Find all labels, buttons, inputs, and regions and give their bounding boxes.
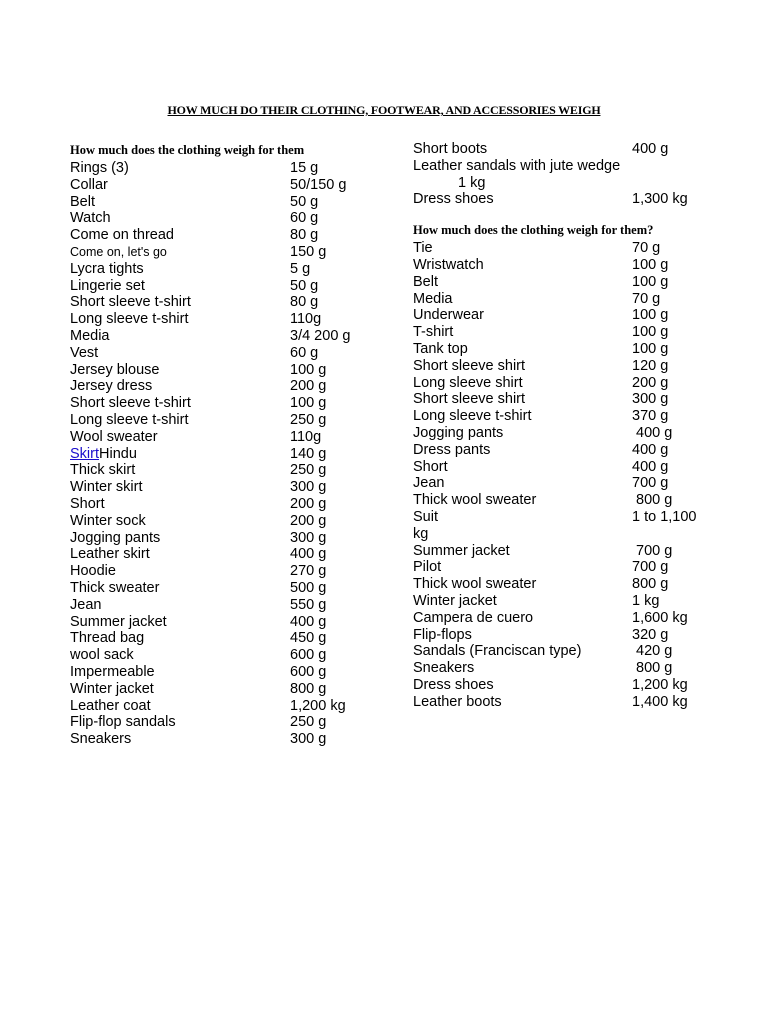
list-item [70,429,370,446]
item-name: Leather coat [70,697,151,714]
item-weight: 200 g [290,512,327,529]
item-name: Short sleeve shirt [413,357,526,374]
item-weight: 80 g [290,294,319,311]
item-weight: 110g [290,311,322,328]
item-weight: 500 g [290,579,327,596]
left-section-heading: How much does the clothing weigh for them [70,143,305,157]
item-weight: 15 g [290,160,319,176]
item-name: Short sleeve t-shirt [70,294,191,311]
item-weight: 250 g [290,714,327,731]
list-item [70,698,370,715]
item-name: Jean [413,475,445,492]
item-name: Impermeable [70,663,155,680]
item-name: 1 kg [458,174,486,191]
item-weight: 100 g [632,256,669,273]
list-item [413,141,733,158]
item-name: Short boots [413,141,488,157]
item-name-rest: Hindu [99,445,137,462]
item-weight: 270 g [290,563,327,580]
item-weight: 1,200 kg [290,697,346,714]
item-name: Jean [70,596,102,613]
item-name: Short sleeve t-shirt [70,395,191,412]
list-item [413,158,733,175]
item-weight: 300 g [290,479,327,496]
list-item [70,731,370,748]
item-name: Short sleeve shirt [413,391,526,408]
list-item [70,210,370,227]
item-name: Thick wool sweater [413,492,537,509]
item-name: Winter skirt [70,479,143,496]
item-name: Vest [70,344,99,361]
item-weight: 1,300 kg [632,191,688,208]
item-name: Long sleeve t-shirt [413,408,532,425]
list-item [413,660,733,677]
item-weight: 800 g [636,492,673,509]
left-column [70,140,370,748]
item-weight: 60 g [290,344,319,361]
list-item [70,362,370,379]
item-name: Jogging pants [70,529,161,546]
item-name: Summer jacket [413,542,510,559]
list-item [413,593,733,610]
item-name: Tank top [413,340,468,357]
list-item [70,194,370,211]
item-weight: 50 g [290,277,319,294]
list-item [70,311,370,328]
list-item [413,559,733,576]
list-item [70,261,370,278]
item-weight: 400 g [636,424,673,441]
item-weight: 400 g [632,441,669,458]
list-item [413,175,733,192]
item-name: Come on, let's go [70,244,167,259]
item-name: Lycra tights [70,260,144,277]
document-title: HOW MUCH DO THEIR CLOTHING, FOOTWEAR, AND ACCESSORIES WEIGH [167,103,601,117]
list-item [413,475,733,492]
item-name: Come on thread [70,227,174,244]
item-weight: 400 g [290,613,327,630]
list-item [413,291,733,308]
list-item [413,643,733,660]
item-weight: 200 g [290,378,327,395]
item-name: Sneakers [413,660,475,677]
item-weight: 1 to 1,100 [632,508,697,525]
item-weight: 50/150 g [290,176,347,193]
item-name: Short [413,458,448,475]
list-item [70,479,370,496]
item-weight: 300 g [290,731,327,748]
item-name: Thread bag [70,630,145,647]
list-item [70,294,370,311]
item-name: Media [413,290,453,307]
item-weight: 250 g [290,411,327,428]
item-weight: 80 g [290,227,319,244]
list-item [70,530,370,547]
list-item [413,240,733,257]
item-weight: 1,200 kg [632,676,688,693]
list-item [413,526,733,543]
list-item [413,694,733,711]
list-item [70,563,370,580]
right-column [413,140,733,711]
list-item [413,391,733,408]
item-weight: 100 g [632,307,669,324]
list-item [413,341,733,358]
list-item [413,442,733,459]
list-item [70,513,370,530]
item-weight: 100 g [290,361,327,378]
item-name: Dress pants [413,441,491,458]
item-weight: 100 g [632,273,669,290]
item-name: Jersey blouse [70,361,160,378]
list-item [70,546,370,563]
item-weight: 3/4 200 g [290,327,351,344]
item-weight: 1,400 kg [632,693,688,710]
item-weight: 120 g [632,357,669,374]
item-name: Thick wool sweater [413,576,537,593]
list-item [413,425,733,442]
item-name: Jersey dress [70,378,153,395]
item-weight: 200 g [632,374,669,391]
item-name: kg [413,525,429,542]
item-weight: 200 g [290,495,327,512]
item-name: Summer jacket [70,613,167,630]
list-item [413,509,733,526]
list-item [70,395,370,412]
item-weight: 100 g [632,324,669,341]
item-weight: 600 g [290,663,327,680]
section-gap [413,208,733,220]
list-item [70,160,370,177]
list-item [413,375,733,392]
item-name: Belt [70,193,95,210]
item-name: Tie [413,240,433,257]
list-item [70,664,370,681]
item-name: Wool sweater [70,428,158,445]
item-name: Flip-flop sandals [70,714,176,731]
list-item [413,408,733,425]
item-weight: 400 g [632,458,669,475]
item-weight: 5 g [290,260,311,277]
skirt-link[interactable]: Skirt [70,445,99,462]
item-name: Collar [70,176,108,193]
item-name: Dress shoes [413,191,494,208]
list-item [413,358,733,375]
item-weight: 60 g [290,210,319,227]
item-weight: 800 g [632,576,669,593]
item-name: Pilot [413,559,442,576]
item-weight: 550 g [290,596,327,613]
item-name: Short [70,495,105,512]
list-item [70,446,370,463]
item-weight: 1 kg [632,592,660,609]
list-item [70,597,370,614]
list-item [70,412,370,429]
item-weight: 700 g [636,542,673,559]
item-name: Suit [413,508,438,525]
item-name: Campera de cuero [413,609,534,626]
item-name: Sneakers [70,731,132,748]
list-item [413,274,733,291]
item-name: Leather sandals with jute wedge [413,157,621,174]
list-item [413,576,733,593]
list-item [70,681,370,698]
item-weight: 250 g [290,462,327,479]
item-weight: 100 g [290,395,327,412]
item-name: Long sleeve t-shirt [70,411,189,428]
item-weight: 320 g [632,626,669,643]
item-name: Jogging pants [413,424,504,441]
list-item [413,191,733,208]
list-item [70,177,370,194]
item-weight: 300 g [632,391,669,408]
item-name: Leather boots [413,693,502,710]
list-item [70,496,370,513]
item-name: Thick sweater [70,579,160,596]
item-name: Hoodie [70,563,116,580]
item-name: Wristwatch [413,256,484,273]
list-item [70,580,370,597]
item-name: Winter jacket [413,592,497,609]
list-item [70,278,370,295]
item-weight: 700 g [632,475,669,492]
item-name: Lingerie set [70,277,145,294]
list-item [413,543,733,560]
item-weight: 400 g [290,546,327,563]
item-weight: 370 g [632,408,669,425]
item-name: Dress shoes [413,676,494,693]
item-weight: 70 g [632,290,661,307]
item-name: Sandals (Franciscan type) [413,643,582,660]
item-name: Media [70,327,110,344]
item-name: Long sleeve t-shirt [70,311,189,328]
item-weight: 300 g [290,529,327,546]
list-item [413,307,733,324]
list-item [413,610,733,627]
item-weight: 100 g [632,340,669,357]
item-name: Watch [70,210,111,227]
item-weight: 50 g [290,193,319,210]
list-item [70,614,370,631]
list-item [70,462,370,479]
item-weight: 150 g [290,243,327,260]
list-item [70,647,370,664]
item-weight: 700 g [632,559,669,576]
list-item [70,345,370,362]
item-weight: 800 g [290,680,327,697]
item-name: Belt [413,273,438,290]
list-item [70,630,370,647]
item-name: T-shirt [413,324,454,341]
list-item [413,627,733,644]
item-name: Underwear [413,307,484,324]
item-name: Winter sock [70,512,146,529]
item-weight: 450 g [290,630,327,647]
item-weight: 400 g [632,141,669,157]
item-weight: 70 g [632,240,661,257]
right-section-heading: How much does the clothing weigh for them? [413,223,654,238]
list-item [70,328,370,345]
list-item [413,257,733,274]
item-weight: 110g [290,428,322,445]
item-weight: 1,600 kg [632,609,688,626]
list-item [413,677,733,694]
list-item [413,492,733,509]
item-weight: 420 g [636,643,673,660]
list-item [70,378,370,395]
item-weight: 140 g [290,445,327,462]
item-name: Rings (3) [70,160,129,176]
item-weight: 800 g [636,660,673,677]
item-name: Leather skirt [70,546,150,563]
list-item [413,459,733,476]
item-name: Long sleeve shirt [413,374,523,391]
item-weight: 600 g [290,647,327,664]
item-name: wool sack [70,647,134,664]
list-item [70,227,370,244]
item-name: Flip-flops [413,626,472,643]
list-item [413,324,733,341]
list-item [70,714,370,731]
item-name: Thick skirt [70,462,136,479]
item-name: Winter jacket [70,680,154,697]
item-name [70,446,137,463]
list-item [70,244,370,261]
